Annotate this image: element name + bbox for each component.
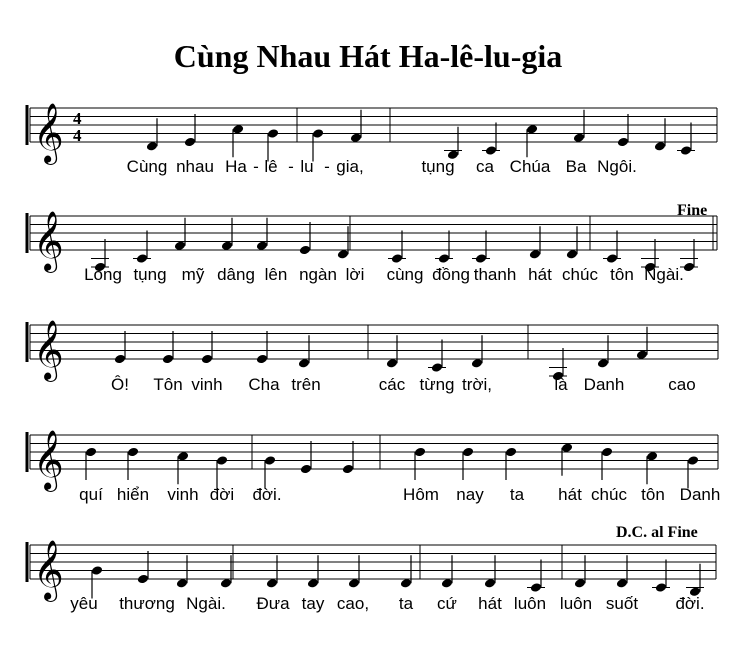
lyric-syllable: luôn — [559, 594, 593, 613]
lyric-syllable: hát — [478, 594, 502, 613]
lyric-syllable: vinh — [167, 485, 199, 504]
lyric-syllable: vinh — [191, 375, 223, 394]
lyric-syllable: yêu — [70, 594, 98, 613]
lyric-syllable: Danh — [583, 375, 625, 394]
lyric-syllable: Danh — [679, 485, 721, 504]
lyric-syllable: Cùng — [126, 157, 168, 176]
treble-clef-icon: 𝄞 — [33, 103, 64, 163]
time-signature-top: 4 — [73, 109, 82, 128]
lyric-syllable: tụng — [421, 157, 455, 176]
lyric-syllable: trời, — [461, 375, 493, 394]
lyric-syllable: lên — [264, 265, 288, 284]
lyric-syllable: từng — [419, 375, 455, 394]
note — [686, 564, 704, 597]
lyric-syllable: - — [324, 157, 330, 176]
lyric-syllable: gia, — [336, 157, 364, 176]
note — [400, 555, 412, 588]
note — [266, 555, 278, 588]
lyric-syllable: cao, — [336, 594, 370, 613]
lyric-syllable: đồng — [432, 265, 470, 284]
lyric-syllable: là — [554, 375, 568, 394]
lyric-syllable: trên — [291, 375, 321, 394]
lyric-syllable: đời — [209, 485, 235, 504]
note — [484, 555, 496, 588]
treble-clef-icon: 𝄞 — [33, 320, 64, 380]
note — [176, 555, 188, 588]
lyric-syllable: Ha — [225, 157, 247, 176]
lyric-syllable: hát — [558, 485, 582, 504]
lyric-syllable: hiển — [116, 485, 150, 504]
lyric-syllable: nhau — [176, 157, 214, 176]
lyric-syllable: chúc — [562, 265, 598, 284]
lyric-syllable: mỹ — [181, 265, 205, 284]
lyric-syllable: Cha — [248, 375, 280, 394]
lyric-syllable: Tôn — [153, 375, 183, 394]
lyric-syllable: cứ — [437, 594, 457, 613]
lyric-syllable: nay — [456, 485, 484, 504]
lyric-syllable: Ngôi. — [597, 157, 637, 176]
lyric-syllable: luôn — [513, 594, 547, 613]
note — [652, 560, 670, 593]
song-title: Cùng Nhau Hát Ha-lê-lu-gia — [173, 38, 563, 74]
lyric-syllable: chúc — [591, 485, 627, 504]
note — [307, 555, 319, 588]
lyric-syllable: suốt — [605, 594, 639, 613]
treble-clef-icon: 𝄞 — [33, 430, 64, 490]
lyric-syllable: Chúa — [509, 157, 551, 176]
lyric-syllable: tay — [301, 594, 325, 613]
lyric-syllable: - — [253, 157, 259, 176]
lyric-syllable: - — [288, 157, 294, 176]
note — [137, 551, 149, 584]
lyric-syllable: thanh — [473, 265, 517, 284]
fine-marking: Fine — [677, 202, 708, 219]
lyric-syllable: hát — [528, 265, 552, 284]
time-signature-bottom: 4 — [73, 126, 82, 145]
lyric-syllable: Lòng — [84, 265, 122, 284]
treble-clef-icon: 𝄞 — [33, 211, 64, 271]
lyric-syllable: Ngài. — [186, 594, 226, 613]
lyric-syllable: cùng — [386, 265, 424, 284]
lyric-syllable: các — [378, 375, 406, 394]
lyric-syllable: thương — [119, 594, 175, 613]
note — [441, 555, 453, 588]
lyric-syllable: Ngài. — [644, 265, 684, 284]
lyric-syllable: ca — [476, 157, 494, 176]
lyric-syllable: quí — [79, 485, 103, 504]
lyric-syllable: đời. — [675, 594, 705, 613]
lyric-syllable: dâng — [217, 265, 255, 284]
note — [574, 555, 586, 588]
lyric-syllable: Ô! — [111, 375, 129, 394]
lyric-syllable: tôn — [610, 265, 634, 284]
lyric-syllable: tụng — [133, 265, 167, 284]
lyric-syllable: lời — [345, 265, 365, 284]
lyric-syllable: ta — [398, 594, 414, 613]
lyric-syllable: ta — [509, 485, 525, 504]
lyric-syllable: Ba — [565, 157, 587, 176]
lyric-syllable: cao — [668, 375, 696, 394]
note — [220, 555, 232, 588]
lyric-syllable: Đưa — [256, 594, 290, 613]
lyric-syllable: lu — [300, 157, 314, 176]
lyric-syllable: lê — [264, 157, 278, 176]
note — [616, 555, 628, 588]
lyric-syllable: Hôm — [403, 485, 439, 504]
treble-clef-icon: 𝄞 — [33, 540, 64, 600]
dc-al-fine-marking: D.C. al Fine — [616, 524, 698, 541]
note — [527, 560, 545, 593]
lyric-syllable: đời. — [252, 485, 282, 504]
note — [348, 555, 360, 588]
lyric-syllable: tôn — [641, 485, 665, 504]
lyric-syllable: ngàn — [299, 265, 337, 284]
